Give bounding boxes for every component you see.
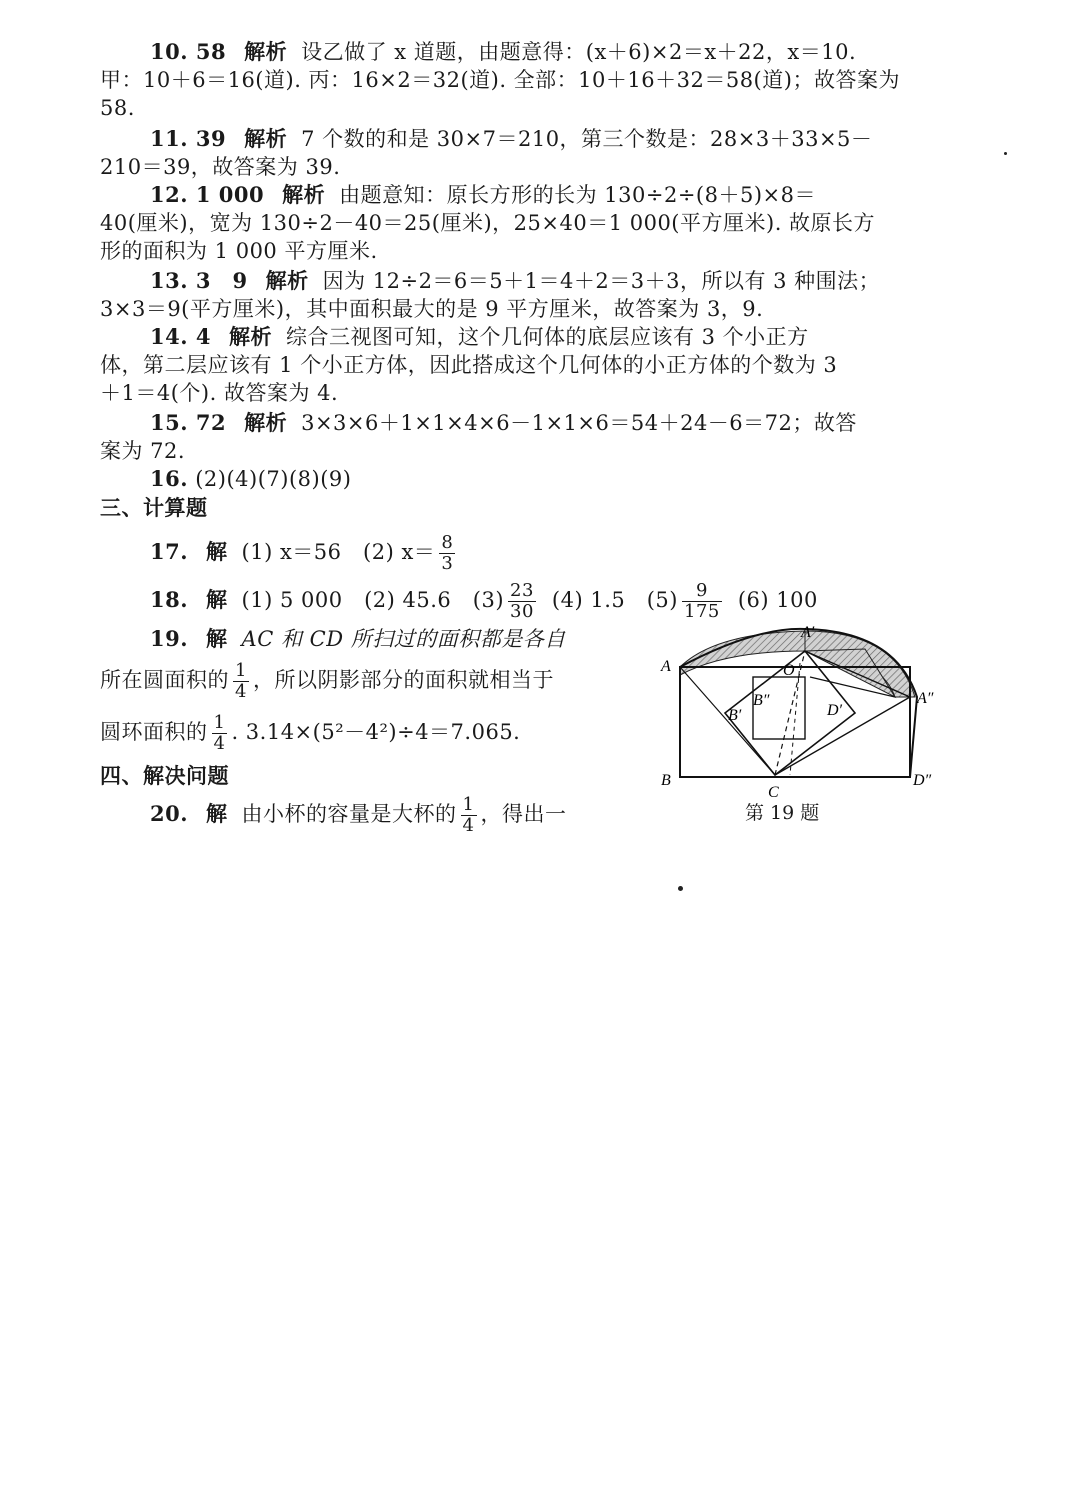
fig-label-B2: B″ xyxy=(753,692,770,709)
q14-line3: ＋1＝4(个). 故答案为 4. xyxy=(100,381,339,405)
q17-line xyxy=(150,532,1000,574)
q10-number: 10. 58 xyxy=(150,39,227,64)
q11-analysis-label: 解析 xyxy=(244,126,288,151)
q17-fraction-denominator: 3 xyxy=(441,553,454,574)
q12-analysis-label: 解析 xyxy=(282,182,326,207)
q13-analysis-label: 解析 xyxy=(265,268,309,293)
q19-text3b: . 3.14×(5²－4²)÷4＝7.065. xyxy=(231,720,521,744)
q10-line2: 甲：10＋6＝16(道). 丙：16×2＝32(道). 全部：10＋16＋32＝58(道)；故答案为 xyxy=(100,68,900,92)
q18-solution-label: 解 xyxy=(206,587,228,612)
q18-part1: (1) 5 000 (2) 45.6 (3) xyxy=(241,588,505,612)
q15-analysis-label: 解析 xyxy=(244,410,288,435)
q19-text2a: 所在圆面积的 xyxy=(100,668,229,692)
q19-text3a: 圆环面积的 xyxy=(100,720,208,744)
fig-label-A2: A″ xyxy=(917,690,934,707)
q18-part2: (4) 1.5 (5) xyxy=(551,588,678,612)
q14-line2: 体，第二层应该有 1 个小正方体，因此搭成这个几何体的小正方体的个数为 3 xyxy=(100,353,838,377)
q14-analysis-label: 解析 xyxy=(228,324,272,349)
q20-text1: 由小杯的容量是大杯的 xyxy=(241,802,457,826)
q17-text: (1) x＝56 (2) x＝ xyxy=(241,540,436,564)
q19-text1: AC 和 CD 所扫过的面积都是各自 xyxy=(241,627,566,651)
q15-number: 15. 72 xyxy=(150,410,227,435)
q18-fraction-1-denominator: 30 xyxy=(510,601,534,622)
q18-fraction-2-numerator: 9 xyxy=(682,581,722,602)
fig-label-C: C xyxy=(768,784,779,800)
q13-text: 因为 12÷2＝6＝5＋1＝4＋2＝3＋3，所以有 3 种围法； xyxy=(322,269,881,293)
q11-text: 7 个数的和是 30×7＝210，第三个数是：28×3＋33×5－ xyxy=(301,127,873,151)
q20-line xyxy=(150,794,670,836)
fig-label-B: B xyxy=(661,772,671,789)
q20-fraction xyxy=(461,795,477,836)
q12-number: 12. 1 000 xyxy=(150,182,265,207)
q18-fraction-1 xyxy=(508,581,536,622)
q12-line3: 形的面积为 1 000 平方厘米. xyxy=(100,239,378,263)
fig-label-D2: D″ xyxy=(913,772,932,789)
fig-label-O: O xyxy=(783,662,795,679)
q11-line1 xyxy=(150,125,1000,153)
q19-text2b: ，所以阴影部分的面积就相当于 xyxy=(252,668,554,692)
q11-line2: 210＝39，故答案为 39. xyxy=(100,155,341,179)
scan-dot xyxy=(678,886,683,891)
q18-fraction-1-numerator: 23 xyxy=(510,580,534,601)
q14-text: 综合三视图可知，这个几何体的底层应该有 3 个小正方 xyxy=(285,325,809,349)
q17-fraction-numerator: 8 xyxy=(441,532,454,553)
line-c-a2 xyxy=(775,697,910,775)
q17-number: 17. xyxy=(150,539,189,564)
q15-text: 3×3×6＋1×1×4×6－1×1×6＝54＋24－6＝72；故答 xyxy=(301,411,857,435)
q18-fraction-2-denominator: 175 xyxy=(684,601,720,622)
q20-text2: ，得出一 xyxy=(480,802,567,826)
q17-solution-label: 解 xyxy=(206,539,228,564)
q14-number: 14. 4 xyxy=(150,324,211,349)
q19-fraction-b xyxy=(212,713,228,754)
q10-line3: 58. xyxy=(100,96,135,120)
q12-line2: 40(厘米)，宽为 130÷2－40＝25(厘米)，25×40＝1 000(平方厘米). 故原长方 xyxy=(100,211,876,235)
q16-line xyxy=(150,465,1000,493)
section-word-problems-heading: 四、解决问题 xyxy=(100,763,229,788)
q15-line1 xyxy=(150,409,1000,437)
q20-solution-label: 解 xyxy=(206,801,228,826)
q19-fraction-a xyxy=(233,661,249,702)
fig-label-B1: B′ xyxy=(728,707,742,724)
fig-label-D1: D′ xyxy=(827,702,843,719)
q19-line3 xyxy=(100,712,650,754)
figure-19-diagram xyxy=(655,615,945,800)
q19-line1 xyxy=(150,625,650,653)
section-calculation-heading: 三、计算题 xyxy=(100,495,208,520)
scan-dot-small xyxy=(1004,152,1007,155)
q16-text: (2)(4)(7)(8)(9) xyxy=(195,467,352,491)
q10-text: 设乙做了 x 道题，由题意得：(x＋6)×2＝x＋22，x＝10. xyxy=(301,40,857,64)
q18-part3: (6) 100 xyxy=(737,588,818,612)
q19-line2 xyxy=(100,660,650,702)
fig-label-A: A xyxy=(661,658,671,675)
q20-number: 20. xyxy=(150,801,189,826)
q12-text: 由题意知：原长方形的长为 130÷2÷(8＋5)×8＝ xyxy=(339,183,816,207)
q19-fraction-a-numerator: 1 xyxy=(235,660,247,681)
q12-line1 xyxy=(150,181,1000,209)
q20-fraction-denominator: 4 xyxy=(462,815,475,836)
q19-fraction-b-numerator: 1 xyxy=(213,712,226,733)
q19-fraction-b-denominator: 4 xyxy=(213,733,226,754)
q10-line1 xyxy=(150,38,1000,66)
fig-label-A1: A′ xyxy=(801,624,815,641)
q10-analysis-label: 解析 xyxy=(244,39,288,64)
q11-number: 11. 39 xyxy=(150,126,227,151)
q20-fraction-numerator: 1 xyxy=(462,794,475,815)
figure-19-caption: 第 19 题 xyxy=(745,802,820,824)
q13-line1 xyxy=(150,267,1000,295)
q16-number: 16. xyxy=(150,466,189,491)
q15-line2: 案为 72. xyxy=(100,439,186,463)
q19-solution-label: 解 xyxy=(206,626,228,651)
q18-number: 18. xyxy=(150,587,189,612)
dashed-o-c xyxy=(790,663,800,775)
q13-number: 13. 3 9 xyxy=(150,268,248,293)
q14-line1 xyxy=(150,323,1000,351)
q19-fraction-a-denominator: 4 xyxy=(235,681,247,702)
q19-number: 19. xyxy=(150,626,189,651)
q13-line2: 3×3＝9(平方厘米)，其中面积最大的是 9 平方厘米，故答案为 3，9. xyxy=(100,297,764,321)
q17-fraction xyxy=(439,533,455,574)
